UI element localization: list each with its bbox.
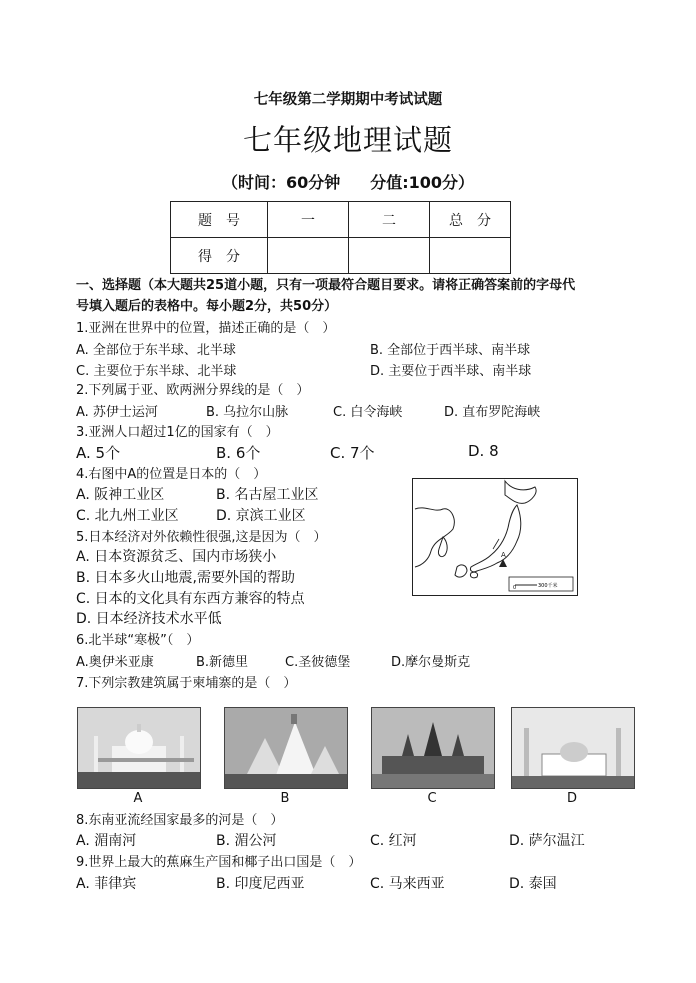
map-marker: A <box>501 551 506 559</box>
option: A. 湄南河 <box>76 833 137 849</box>
option: B.新德里 <box>196 655 249 670</box>
section-heading: 一、选择题（本大题共25道小题，只有一项最符合题目要求。请将正确答案前的字母代 <box>76 278 576 293</box>
japan-map <box>412 478 578 596</box>
photo-label-c: C <box>427 791 437 806</box>
score-cell[interactable] <box>430 238 511 274</box>
option: A. 日本资源贫乏、国内市场狭小 <box>76 549 277 565</box>
option: D. 8 <box>468 442 499 460</box>
exam-time: （时间：60分钟 <box>221 173 341 192</box>
option: D.摩尔曼斯克 <box>391 655 471 670</box>
option: B. 6个 <box>216 444 261 462</box>
option: B. 名古屋工业区 <box>216 487 319 503</box>
option: B. 日本多火山地震,需要外国的帮助 <box>76 570 295 586</box>
option: A. 全部位于东半球、北半球 <box>76 343 236 358</box>
option: D. 萨尔温江 <box>509 833 585 849</box>
option: A. 5个 <box>76 444 121 462</box>
score-table <box>170 201 511 274</box>
section-heading-cont: 号填入题后的表格中。每小题2分，共50分） <box>76 299 338 314</box>
map-scale-label: 300千米 <box>538 583 558 589</box>
option: A.奥伊米亚康 <box>76 655 154 670</box>
japan-map-drawing <box>413 479 577 595</box>
building-photo-a <box>77 707 201 789</box>
question-stem: 3.亚洲人口超过1亿的国家有（ ） <box>76 425 279 440</box>
score-cell[interactable] <box>268 238 349 274</box>
exam-info <box>0 170 696 193</box>
score-cell[interactable] <box>349 238 430 274</box>
score-cell: 总 分 <box>430 202 511 238</box>
score-cell: 题 号 <box>171 202 268 238</box>
option: D. 直布罗陀海峡 <box>444 405 541 420</box>
option: B. 湄公河 <box>216 833 277 849</box>
option: D. 泰国 <box>509 876 557 892</box>
option: D. 京滨工业区 <box>216 508 306 524</box>
photo-label-b: B <box>280 791 290 806</box>
exam-supertitle: 七年级第二学期期中考试试题 <box>253 92 443 108</box>
photo-label-a: A <box>133 791 143 806</box>
option: C. 主要位于东半球、北半球 <box>76 364 237 379</box>
photo-label-d: D <box>566 791 577 806</box>
option: B. 印度尼西亚 <box>216 876 305 892</box>
map-scale-zero: 0 <box>513 585 517 591</box>
question-stem: 1.亚洲在世界中的位置，描述正确的是（ ） <box>76 321 336 336</box>
score-table-row <box>171 238 511 274</box>
question-stem: 7.下列宗教建筑属于柬埔寨的是（ ） <box>76 676 297 691</box>
question-stem: 4.右图中A的位置是日本的（ ） <box>76 467 267 482</box>
question-stem: 6.北半球“寒极”（ ） <box>76 633 200 648</box>
score-table-row <box>171 202 511 238</box>
option: D. 日本经济技术水平低 <box>76 611 222 627</box>
option: C. 日本的文化具有东西方兼容的特点 <box>76 591 305 607</box>
score-cell: 二 <box>349 202 430 238</box>
score-cell: 一 <box>268 202 349 238</box>
option: C. 红河 <box>370 833 417 849</box>
option: C. 马来西亚 <box>370 876 445 892</box>
option: B. 全部位于西半球、南半球 <box>370 343 531 358</box>
exam-title: 七年级地理试题 <box>242 123 453 157</box>
building-photo-c <box>371 707 495 789</box>
exam-score: 分值:100分） <box>370 173 475 192</box>
score-cell: 得 分 <box>171 238 268 274</box>
option: C.圣彼德堡 <box>285 655 351 670</box>
option: D. 主要位于西半球、南半球 <box>370 364 532 379</box>
option: C. 北九州工业区 <box>76 508 179 524</box>
question-stem: 9.世界上最大的蕉麻生产国和椰子出口国是（ ） <box>76 855 362 870</box>
option: C. 7个 <box>330 444 375 462</box>
option: B. 乌拉尔山脉 <box>206 405 289 420</box>
building-photo-b <box>224 707 348 789</box>
question-stem: 5.日本经济对外依赖性很强,这是因为（ ） <box>76 530 327 545</box>
option: A. 菲律宾 <box>76 876 137 892</box>
building-photo-d <box>511 707 635 789</box>
option: A. 阪神工业区 <box>76 487 165 503</box>
option: C. 白令海峡 <box>333 405 403 420</box>
question-stem: 8.东南亚流经国家最多的河是（ ） <box>76 813 284 828</box>
question-stem: 2.下列属于亚、欧两洲分界线的是（ ） <box>76 383 310 398</box>
option: A. 苏伊士运河 <box>76 405 158 420</box>
